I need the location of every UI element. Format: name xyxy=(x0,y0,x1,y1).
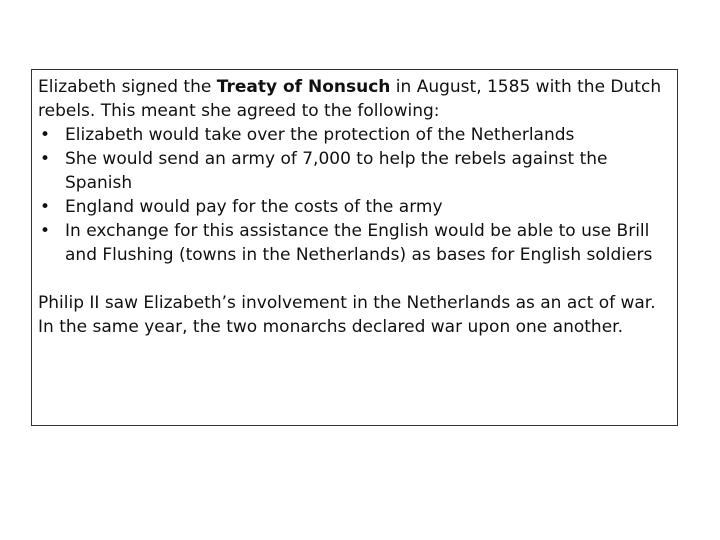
list-item-text: She would send an army of 7,000 to help the rebels against the Spanish xyxy=(65,149,608,193)
paragraph-spacer xyxy=(38,267,671,291)
list-item-text: In exchange for this assistance the English would be able to use Brill and Flushing (towns in the Netherlands) as bases for English soldiers xyxy=(65,221,653,265)
list-item xyxy=(38,147,671,195)
list-item xyxy=(38,219,671,267)
text-box xyxy=(31,69,678,426)
conclusion-paragraph: Philip II saw Elizabeth’s involvement in the Netherlands as an act of war. In the same year, the two monarchs declared war upon one another. xyxy=(38,293,656,337)
list-item-text: England would pay for the costs of the army xyxy=(65,197,443,217)
list-item-text: Elizabeth would take over the protection of the Netherlands xyxy=(65,125,575,145)
list-item xyxy=(38,123,671,147)
bullet-icon: • xyxy=(39,197,51,217)
intro-after: in August, 1585 with the Dutch rebels. This meant she agreed to the following: xyxy=(38,77,662,121)
intro-before: Elizabeth signed the xyxy=(38,77,217,97)
intro-paragraph xyxy=(38,75,671,123)
terms-list xyxy=(38,123,671,267)
bullet-icon: • xyxy=(39,125,51,145)
treaty-name: Treaty of Nonsuch xyxy=(216,77,391,97)
bullet-icon: • xyxy=(39,221,51,241)
bullet-icon: • xyxy=(39,149,51,169)
list-item xyxy=(38,195,671,219)
